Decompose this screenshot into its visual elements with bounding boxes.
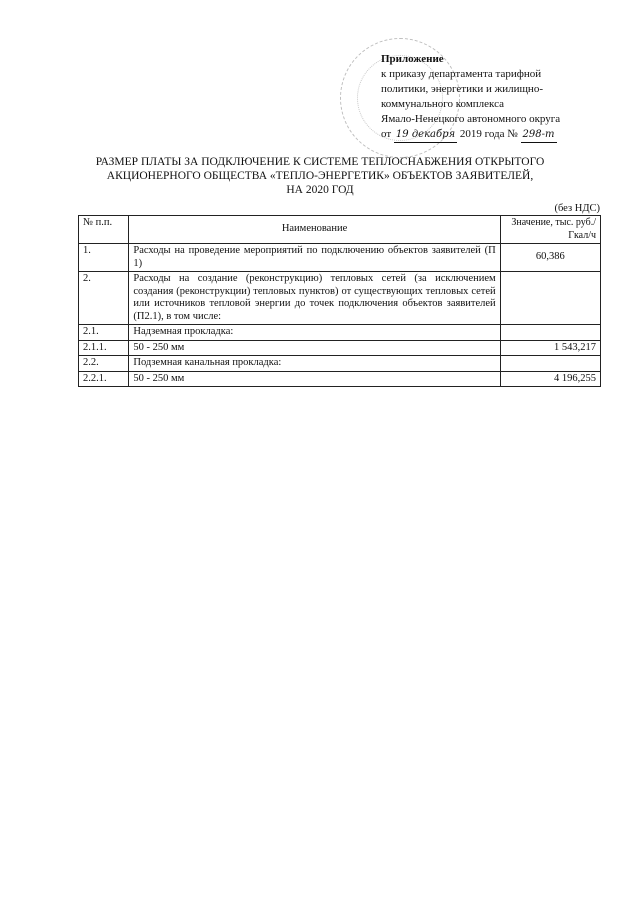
vat-note: (без НДС): [554, 203, 600, 214]
table-row: [79, 371, 601, 387]
row-value: 60,386: [500, 244, 600, 272]
row-num: 1.: [79, 244, 129, 272]
table-row: [79, 272, 601, 325]
row-name: Расходы на проведение мероприятий по подключению объектов заявителей (П 1): [129, 244, 500, 272]
header-value: Значение, тыс. руб./Гкал/ч: [500, 216, 600, 244]
table-row: [79, 356, 601, 372]
row-num: 2.1.: [79, 325, 129, 341]
appendix-line: коммунального комплекса: [381, 98, 505, 110]
header-num: № п.п.: [79, 216, 129, 244]
title-line: НА 2020 ГОД: [286, 184, 354, 196]
appendix-line: Ямало-Ненецкого автономного округа: [381, 113, 561, 125]
row-name: Подземная канальная прокладка:: [129, 356, 500, 372]
document-title: [60, 155, 580, 197]
title-line: АКЦИОНЕРНОГО ОБЩЕСТВА «ТЕПЛО-ЭНЕРГЕТИК» ОБЪЕКТОВ ЗАЯВИТЕЛЕЙ,: [106, 170, 534, 182]
row-value: [500, 356, 600, 372]
appendix-block: [381, 52, 596, 143]
table-row: [79, 244, 601, 272]
table-header-row: [79, 216, 601, 244]
order-number-signature: 298-т: [521, 127, 557, 143]
row-value: 1 543,217: [500, 340, 600, 356]
header-name: Наименование: [129, 216, 500, 244]
row-value: [500, 325, 600, 341]
row-value: [500, 272, 600, 325]
appendix-line: к приказу департамента тарифной: [381, 68, 542, 80]
appendix-date-line: [381, 127, 596, 143]
year-text: 2019 года №: [459, 128, 518, 140]
fee-table: [78, 215, 601, 387]
row-name: 50 - 250 мм: [129, 371, 500, 387]
row-name: Расходы на создание (реконструкцию) тепловых сетей (за исключением создания (реконструкции) тепловых пунктов) от существующих тепловых сетей или источников тепловой энергии до точек подключения объектов заявителей (П2.1), в том числе:: [129, 272, 500, 325]
row-name: 50 - 250 мм: [129, 340, 500, 356]
row-num: 2.2.1.: [79, 371, 129, 387]
row-num: 2.: [79, 272, 129, 325]
table-row: [79, 340, 601, 356]
appendix-line: Приложение: [381, 53, 444, 65]
row-num: 2.2.: [79, 356, 129, 372]
row-name: Надземная прокладка:: [129, 325, 500, 341]
row-num: 2.1.1.: [79, 340, 129, 356]
table-row: [79, 325, 601, 341]
date-prefix: от: [381, 128, 392, 140]
appendix-line: политики, энергетики и жилищно-: [381, 83, 543, 95]
date-signature: 19 декабря: [394, 127, 457, 143]
title-line: РАЗМЕР ПЛАТЫ ЗА ПОДКЛЮЧЕНИЕ К СИСТЕМЕ ТЕПЛОСНАБЖЕНИЯ ОТКРЫТОГО: [95, 156, 545, 168]
row-value: 4 196,255: [500, 371, 600, 387]
